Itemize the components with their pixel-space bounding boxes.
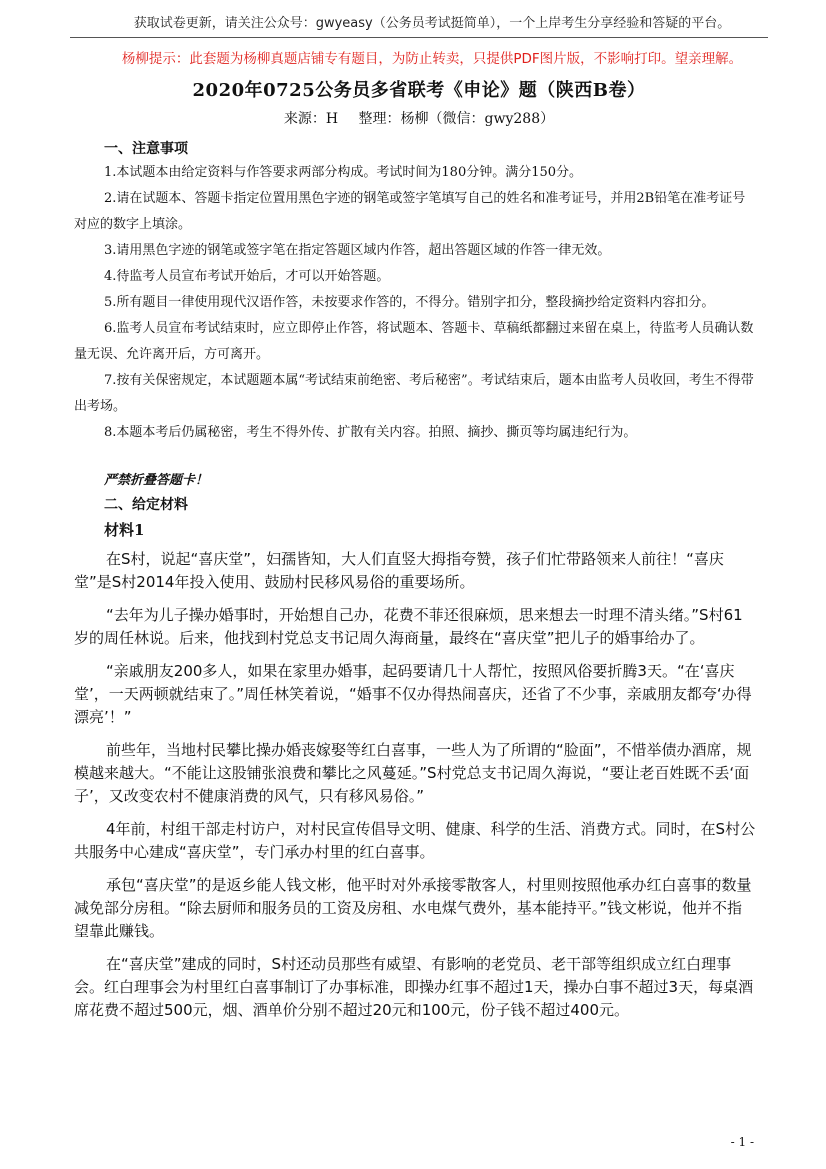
body-paragraph: “亲戚朋友200多人，如果在家里办婚事，起码要请几十人帮忙，按照风俗要折腾3天。“在‘喜庆堂’，一天两顿就结束了。”周任林笑着说，“婚事不仅办得热闹喜庆，还省了不少事，亲戚朋友都夸‘办得漂亮’！” [74, 662, 752, 726]
note-item: 1.本试题本由给定资料与作答要求两部分构成。考试时间为180分钟。满分150分。 [104, 165, 583, 180]
body-paragraph: 在“喜庆堂”建成的同时，S村还动员那些有威望、有影响的老党员、老干部等组织成立红白理事会。红白理事会为村里红白喜事制订了办事标准，即操办红事不超过1天，操办白事不超过3天，每桌酒席花费不超过500元，烟、酒单价分别不超过20元和100元，份子钱不超过400元。 [74, 955, 754, 1019]
material-body [74, 548, 756, 1032]
body-paragraph: 前些年，当地村民攀比操办婚丧嫁娶等红白喜事，一些人为了所谓的“脸面”，不惜举债办酒席，规模越来越大。“不能让这股铺张浪费和攀比之风蔓延。”S村党总支书记周久海说，“要让老百姓既不丢‘面子’，又改变农村不健康消费的风气，只有移风易俗。” [74, 741, 752, 805]
warning-text: 严禁折叠答题卡！ [104, 473, 209, 488]
editor-text: 整理：杨柳（微信：gwy288） [358, 111, 555, 127]
material-label: 材料1 [104, 521, 145, 539]
notes-list [74, 160, 756, 446]
note-item: 6.监考人员宣布考试结束时，应立即停止作答，将试题本、答题卡、草稿纸都翻过来留在桌上，待监考人员确认数量无误、允许离开后，方可离开。 [74, 321, 754, 362]
document-title: 2020年0725公务员多省联考《申论》题（陕西B卷） [192, 80, 646, 101]
body-paragraph: 在S村，说起“喜庆堂”，妇孺皆知，大人们直竖大拇指夸赞，孩子们忙带路领来人前往！“喜庆堂”是S村2014年投入使用、鼓励村民移风易俗的重要场所。 [74, 550, 724, 591]
page-number: - 1 - [730, 1135, 754, 1149]
section-heading-notes: 一、注意事项 [104, 141, 188, 157]
header-promo-line: 获取试卷更新，请关注公众号：gwyeasy（公务员考试挺简单），一个上岸考生分享经验和答疑的平台。 [133, 16, 731, 31]
header-divider [70, 37, 768, 38]
note-item: 7.按有关保密规定，本试题题本属“考试结束前绝密、考后秘密”。考试结束后，题本由监考人员收回，考生不得带出考场。 [74, 373, 754, 414]
body-paragraph: “去年为儿子操办婚事时，开始想自己办，花费不菲还很麻烦，思来想去一时理不清头绪。”S村61岁的周任林说。后来，他找到村党总支书记周久海商量，最终在“喜庆堂”把儿子的婚事给办了。 [74, 606, 743, 647]
section-heading-materials: 二、给定材料 [104, 497, 188, 513]
body-paragraph: 4年前，村组干部走村访户，对村民宣传倡导文明、健康、科学的生活、消费方式。同时，在S村公共服务中心建成“喜庆堂”，专门承办村里的红白喜事。 [74, 820, 756, 861]
note-item: 2.请在试题本、答题卡指定位置用黑色字迹的钢笔或签字笔填写自己的姓名和准考证号，并用2B铅笔在准考证号对应的数字上填涂。 [74, 191, 746, 232]
source-line [70, 108, 768, 128]
note-item: 8.本题本考后仍属秘密，考生不得外传、扩散有关内容。拍照、摘抄、撕页等均属违纪行为。 [104, 425, 637, 440]
note-item: 5.所有题目一律使用现代汉语作答，未按要求作答的，不得分。错别字扣分，整段摘抄给定资料内容扣分。 [104, 295, 715, 310]
note-item: 3.请用黑色字迹的钢笔或签字笔在指定答题区域内作答，超出答题区域的作答一律无效。 [104, 243, 611, 258]
note-item: 4.待监考人员宣布考试开始后，才可以开始答题。 [104, 269, 390, 284]
copyright-notice: 杨柳提示：此套题为杨柳真题店铺专有题目，为防止转卖，只提供PDF图片版，不影响打印。望亲理解。 [121, 51, 743, 67]
source-text: 来源：H [283, 111, 339, 127]
body-paragraph: 承包“喜庆堂”的是返乡能人钱文彬，他平时对外承接零散客人，村里则按照他承办红白喜事的数量减免部分房租。“除去厨师和服务员的工资及房租、水电煤气费外，基本能持平。”钱文彬说，他并不指望靠此赚钱。 [74, 876, 752, 940]
